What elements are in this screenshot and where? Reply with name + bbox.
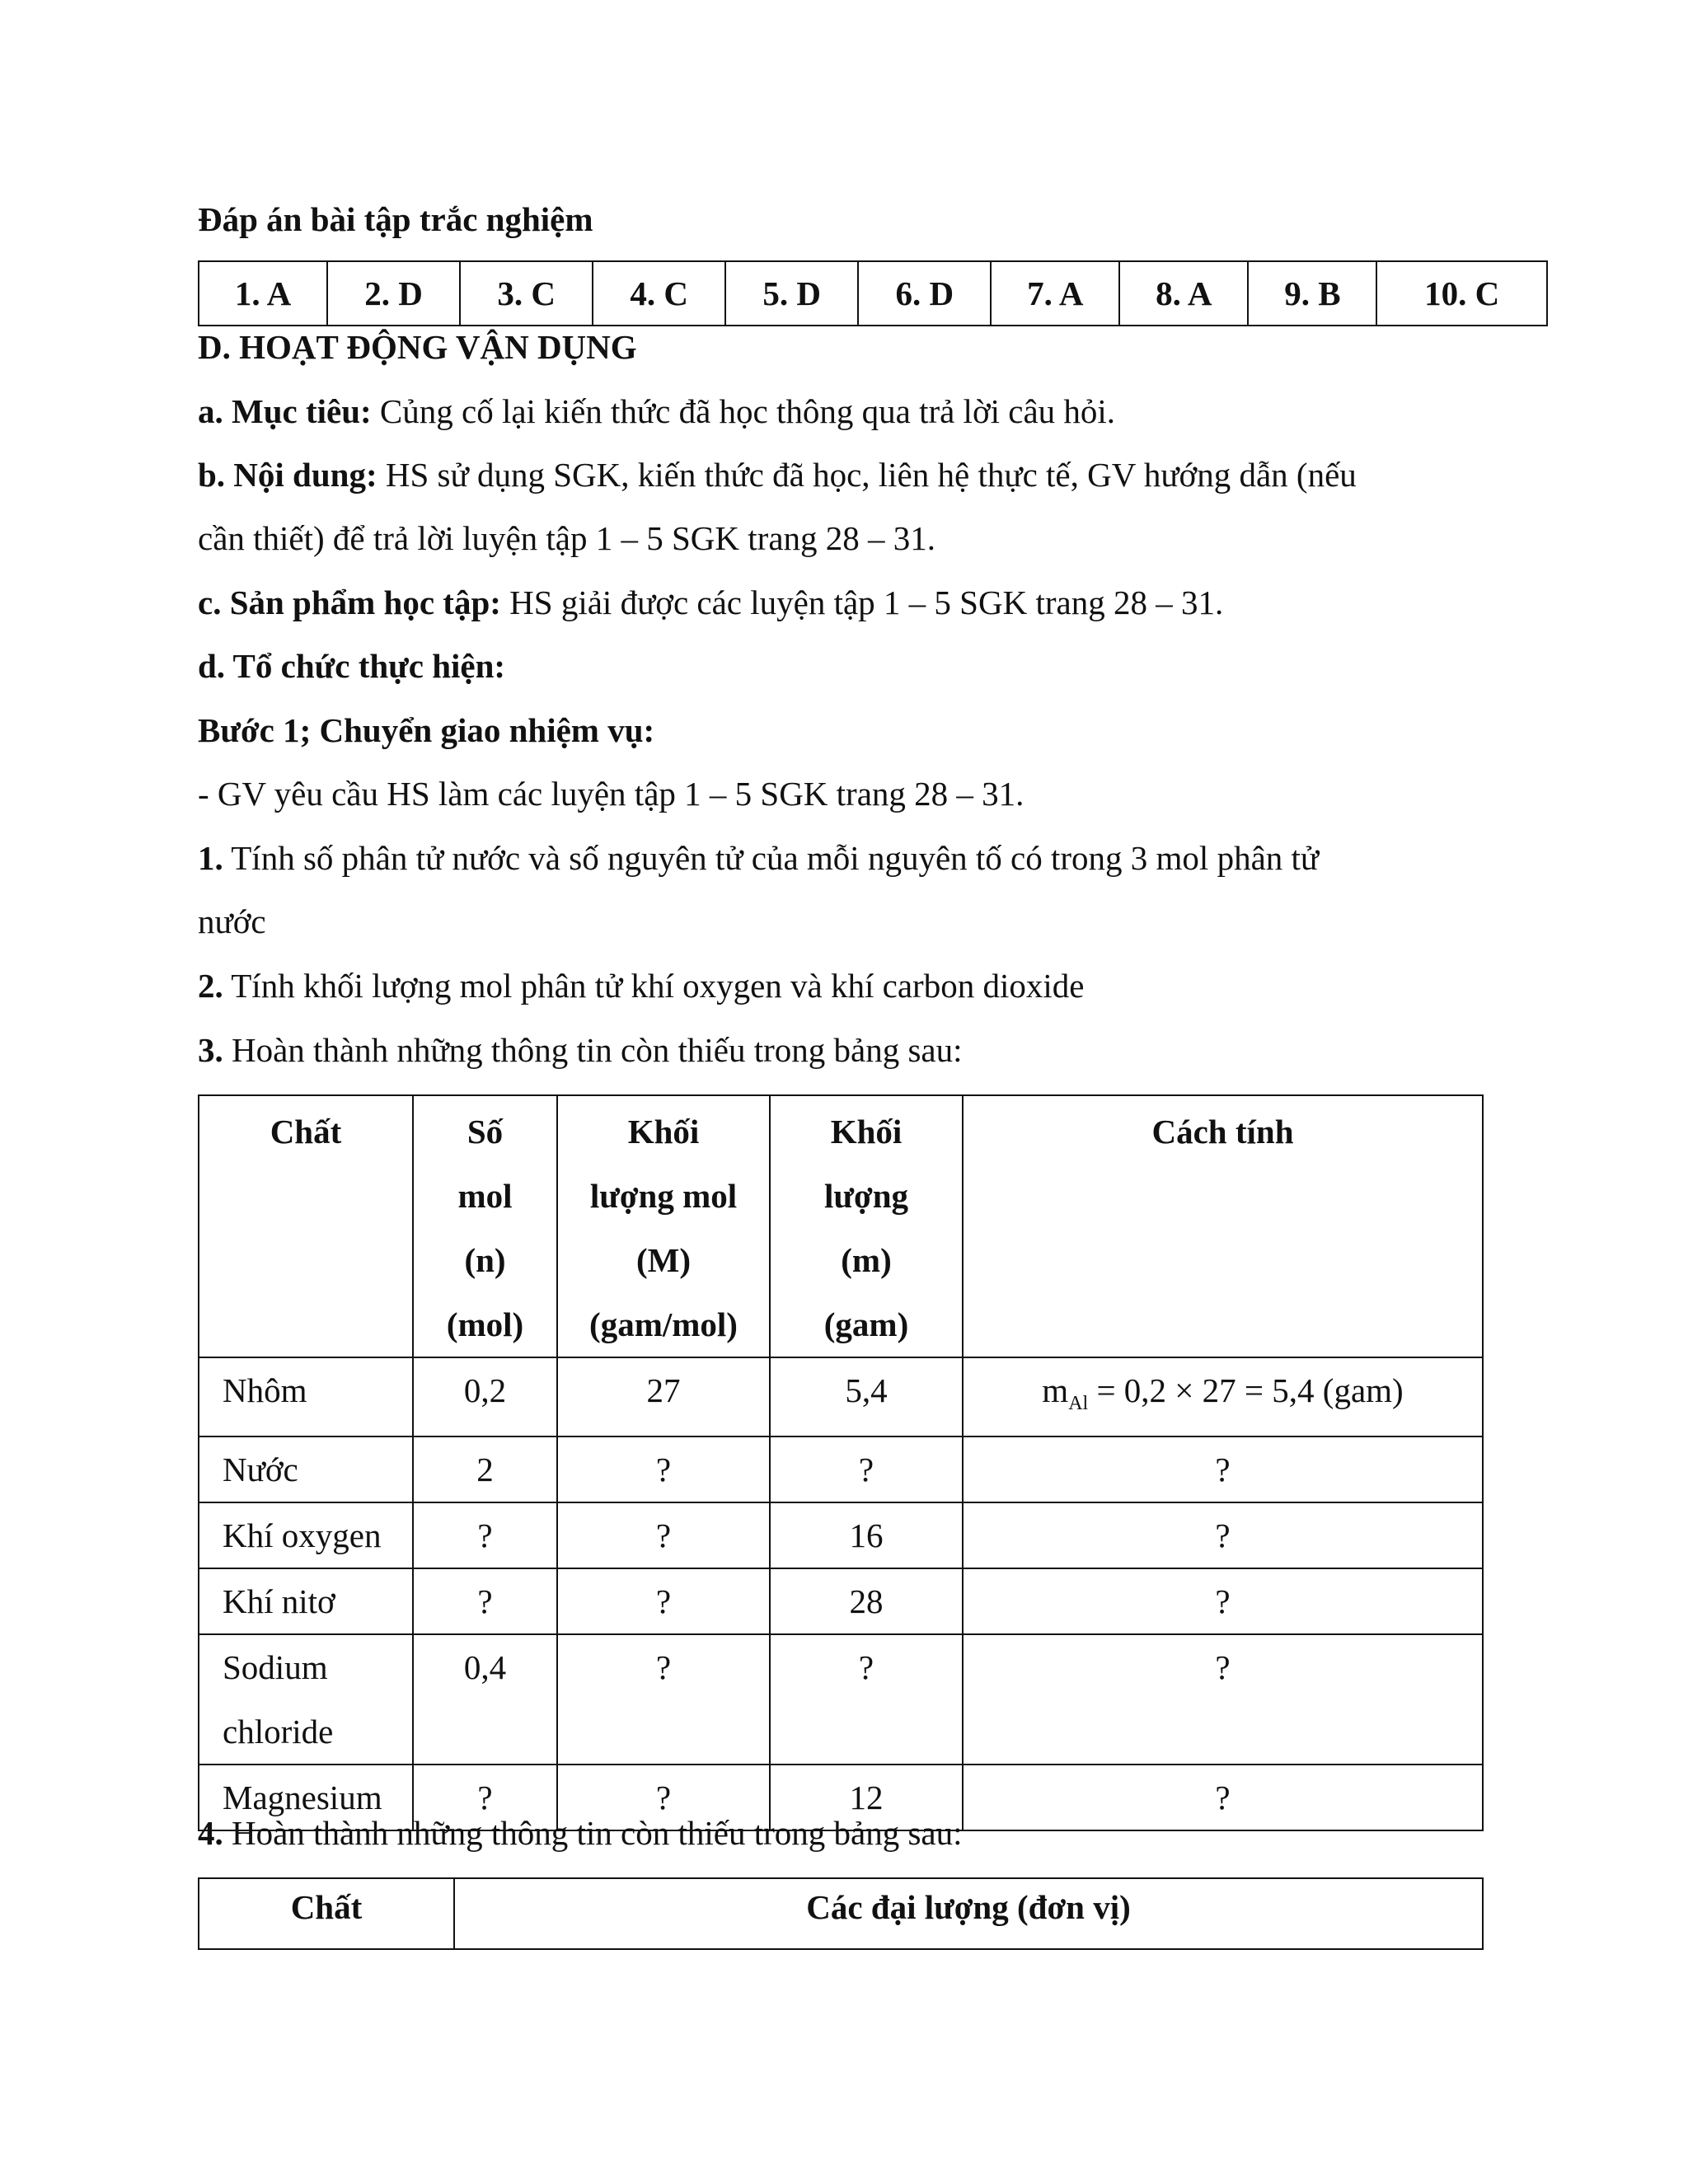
header-mass (770, 1095, 963, 1357)
cell-substance: Magnesium (199, 1765, 413, 1830)
table-row (199, 261, 1547, 326)
question-1 (198, 837, 1319, 879)
question-2 (198, 964, 1084, 1007)
step1-heading: Bước 1; Chuyển giao nhiệm vụ: (198, 711, 655, 749)
cell-substance: Khí oxygen (199, 1502, 413, 1568)
section-title: D. HOẠT ĐỘNG VẬN DỤNG (198, 328, 637, 366)
question-number: 1. (198, 839, 223, 877)
cell-mol: ? (413, 1568, 557, 1634)
answer-cell: 9. B (1248, 261, 1376, 326)
substance-line: chloride (223, 1713, 334, 1751)
question-text: Tính khối lượng mol phân tử khí oxygen và khí carbon dioxide (223, 967, 1085, 1005)
header-substance: Chất (199, 1095, 413, 1357)
header-line: (mol) (446, 1305, 524, 1343)
cell-mass: 16 (770, 1502, 963, 1568)
table-row (199, 1634, 1483, 1765)
product-text: HS giải được các luyện tập 1 – 5 SGK trang 28 – 31. (500, 583, 1224, 621)
header-line: (M) (635, 1241, 691, 1279)
answer-cell: 2. D (327, 261, 460, 326)
question-number: 2. (198, 967, 223, 1005)
question-4 (198, 1811, 963, 1854)
answer-cell: 3. C (460, 261, 593, 326)
question-text: Hoàn thành những thông tin còn thiếu trong bảng sau: (223, 1031, 963, 1069)
objective-label: a. Mục tiêu: (198, 392, 372, 430)
substance-line: Sodium (223, 1648, 328, 1687)
table-row (199, 1568, 1483, 1634)
header-line: (n) (464, 1241, 506, 1279)
answer-cell: 6. D (858, 261, 991, 326)
quantities-table (198, 1877, 1484, 1950)
question-text: Hoàn thành những thông tin còn thiếu trong bảng sau: (223, 1814, 963, 1852)
cell-mol: 0,2 (413, 1357, 557, 1436)
content-paragraph (198, 453, 1357, 496)
header-molar-mass (557, 1095, 770, 1357)
answer-cell: 5. D (725, 261, 858, 326)
header-line: lượng mol (589, 1177, 738, 1215)
cell-substance: Nước (199, 1436, 413, 1502)
cell-molar-mass: ? (557, 1436, 770, 1502)
cell-method: ? (963, 1568, 1483, 1634)
calc-symbol: m (1042, 1371, 1069, 1409)
answer-cell: 1. A (199, 261, 327, 326)
cell-mass: 12 (770, 1765, 963, 1830)
question-1-continued: nước (198, 902, 266, 940)
objective-text: Củng cố lại kiến thức đã học thông qua trả lời câu hỏi. (371, 392, 1116, 430)
cell-molar-mass: ? (557, 1634, 770, 1765)
cell-substance (199, 1634, 413, 1765)
header-substance: Chất (199, 1878, 454, 1949)
table-row (199, 1357, 1483, 1436)
cell-molar-mass: ? (557, 1568, 770, 1634)
content-text: HS sử dụng SGK, kiến thức đã học, liên hệ thực tế, GV hướng dẫn (nếu (377, 456, 1357, 494)
cell-method: ? (963, 1634, 1483, 1765)
question-number: 4. (198, 1814, 223, 1852)
cell-mol: ? (413, 1765, 557, 1830)
answer-cell: 8. A (1119, 261, 1248, 326)
header-line: Khối (830, 1113, 903, 1151)
cell-method: ? (963, 1765, 1483, 1830)
question-number: 3. (198, 1031, 223, 1069)
table-row (199, 1436, 1483, 1502)
answer-key-table (198, 260, 1548, 326)
table-row (199, 1502, 1483, 1568)
cell-method (963, 1357, 1483, 1436)
cell-mass: 5,4 (770, 1357, 963, 1436)
table-header-row (199, 1095, 1483, 1357)
cell-substance: Khí nitơ (199, 1568, 413, 1634)
answers-heading: Đáp án bài tập trắc nghiệm (198, 200, 593, 238)
cell-molar-mass: ? (557, 1765, 770, 1830)
header-line: mol (457, 1177, 513, 1215)
answer-cell: 10. C (1376, 261, 1547, 326)
cell-mol: 2 (413, 1436, 557, 1502)
cell-method: ? (963, 1502, 1483, 1568)
cell-molar-mass: ? (557, 1502, 770, 1568)
product-label: c. Sản phẩm học tập: (198, 583, 501, 621)
cell-mol: 0,4 (413, 1634, 557, 1765)
content-text-continued: cần thiết) để trả lời luyện tập 1 – 5 SGK trang 28 – 31. (198, 519, 936, 557)
header-line: lượng (824, 1177, 908, 1215)
calc-expression: = 0,2 × 27 = 5,4 (gam) (1088, 1371, 1404, 1409)
header-line: Khối (627, 1113, 700, 1151)
cell-mass: 28 (770, 1568, 963, 1634)
answer-cell: 4. C (593, 261, 725, 326)
header-line: (gam/mol) (589, 1305, 738, 1343)
cell-substance: Nhôm (199, 1357, 413, 1436)
table-header-row (199, 1878, 1483, 1949)
header-line: (m) (841, 1241, 892, 1279)
objective-paragraph (198, 390, 1115, 433)
answer-cell: 7. A (991, 261, 1119, 326)
cell-molar-mass: 27 (557, 1357, 770, 1436)
cell-method: ? (963, 1436, 1483, 1502)
calc-subscript: Al (1068, 1393, 1089, 1415)
substance-table (198, 1094, 1484, 1831)
cell-mass: ? (770, 1634, 963, 1765)
product-paragraph (198, 581, 1223, 624)
header-line: (gam) (823, 1305, 909, 1343)
gv-request: - GV yêu cầu HS làm các luyện tập 1 – 5 SGK trang 28 – 31. (198, 775, 1025, 813)
header-method: Cách tính (963, 1095, 1483, 1357)
question-text: Tính số phân tử nước và số nguyên tử của mỗi nguyên tố có trong 3 mol phân tử (223, 839, 1320, 877)
header-mol (413, 1095, 557, 1357)
question-3 (198, 1029, 963, 1071)
cell-mol: ? (413, 1502, 557, 1568)
header-line: Số (467, 1113, 504, 1151)
cell-mass: ? (770, 1436, 963, 1502)
organize-heading: d. Tổ chức thực hiện: (198, 647, 506, 685)
content-label: b. Nội dung: (198, 456, 377, 494)
header-quantities: Các đại lượng (đơn vị) (454, 1878, 1483, 1949)
